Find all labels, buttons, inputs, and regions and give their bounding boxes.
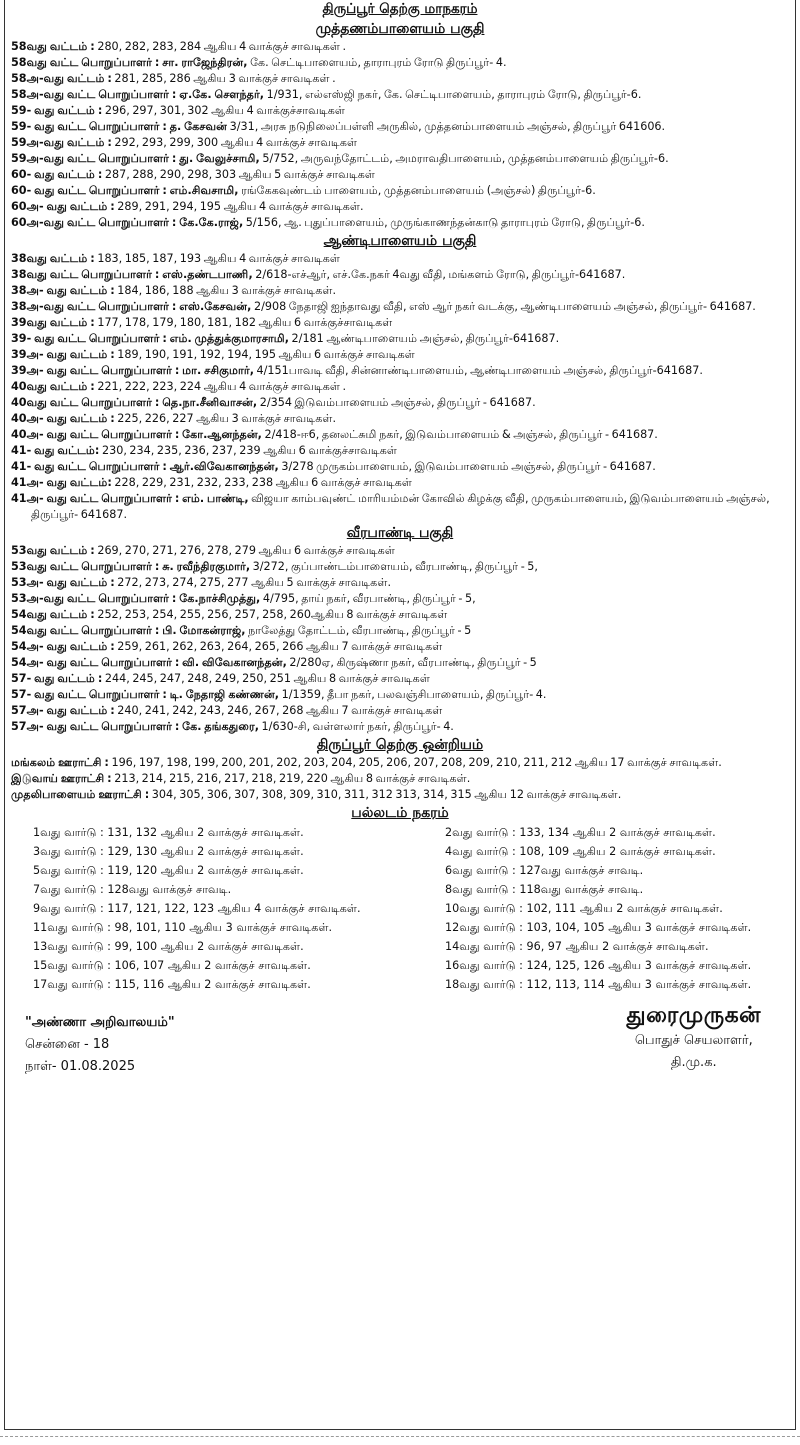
ward-label: 57அ- வது வட்டம் : <box>11 704 115 717</box>
ward-entry <box>5 787 795 803</box>
announcement-document <box>4 0 796 1430</box>
ward-label: 41- வது வட்டம்: <box>11 444 100 457</box>
ward-detail: நாலேத்து தோட்டம், வீரபாண்டி, திருப்பூர் - 5 <box>245 624 472 637</box>
ward-label: 39அ- வது வட்டம் : <box>11 348 115 361</box>
section-heading: முத்தணம்பாளையம் பகுதி <box>315 21 485 37</box>
ward-entry <box>5 331 795 347</box>
ward-detail: ரங்கேகவுண்டம் பாளையம், முத்தனம்பாளையம் (அஞ்சல்) திருப்பூர்-6. <box>238 184 596 197</box>
footer-left <box>25 1012 175 1078</box>
ward-detail: 244, 245, 247, 248, 249, 250, 251 ஆகிய 8 வாக்குச் சாவடிகள் <box>102 672 430 685</box>
ward-entry <box>5 703 795 719</box>
ward-entry <box>5 87 795 103</box>
ward-detail: விஜயா காம்பவுண்ட் மாரியம்மன் கோவில் கிழக்கு வீதி, முருகம்பாளையம், இடுவம்பாளையம் அஞ்சல், திருப்பூர்- 641687. <box>31 492 770 521</box>
ward-entry <box>5 267 795 283</box>
pallad-ward-cell: 11வது வார்டு : 98, 101, 110 ஆகிய 3 வாக்குச் சாவடிகள். <box>33 921 333 934</box>
footer <box>5 1002 795 1088</box>
pallad-ward-cell: 9வது வார்டு : 117, 121, 122, 123 ஆகிய 4 வாக்குச் சாவடிகள். <box>33 902 361 915</box>
ward-entry <box>5 639 795 655</box>
pallad-ward-cell: 4வது வார்டு : 108, 109 ஆகிய 2 வாக்குச் சாவடிகள். <box>445 845 716 858</box>
ward-entry <box>5 363 795 379</box>
ward-detail: 287, 288, 290, 298, 303 ஆகிய 5 வாக்குச் சாவடிகள் <box>102 168 376 181</box>
ward-label: இடுவாய் ஊராட்சி : <box>11 772 112 785</box>
ward-label: 41அ- வது வட்ட பொறுப்பாளர் : எம். பாண்டி, <box>11 492 249 505</box>
ward-entry <box>5 395 795 411</box>
ward-entry <box>5 71 795 87</box>
ward-label: 53வது வட்ட பொறுப்பாளர் : சு. ரவீந்திரகுமார், <box>11 560 251 573</box>
ward-detail: 289, 291, 294, 195 ஆகிய 4 வாக்குச் சாவடிகள். <box>114 200 364 213</box>
ward-entry <box>5 135 795 151</box>
ward-entry <box>5 607 795 623</box>
ward-entry <box>5 283 795 299</box>
ward-label: 58வது வட்ட பொறுப்பாளர் : சா. ராஜேந்திரன், <box>11 56 248 69</box>
pallad-ward-cell: 2வது வார்டு : 133, 134 ஆகிய 2 வாக்குச் சாவடிகள். <box>445 826 716 839</box>
ward-detail: 184, 186, 188 ஆகிய 3 வாக்குச் சாவடிகள். <box>114 284 337 297</box>
pallad-ward-cell: 16வது வார்டு : 124, 125, 126 ஆகிய 3 வாக்குச் சாவடிகள். <box>445 959 752 972</box>
ward-label: 53அ- வது வட்டம் : <box>11 576 115 589</box>
ward-label: 58வது வட்டம் : <box>11 40 95 53</box>
document-title: திருப்பூர் தெற்கு மாநகரம் <box>322 1 478 17</box>
ward-entry <box>5 687 795 703</box>
ward-label: 53அ-வது வட்ட பொறுப்பாளர் : கே.நாச்சிமுத்து, <box>11 592 261 605</box>
signatory-name: துரைமுருகன் <box>626 1003 761 1028</box>
ward-entry <box>5 543 795 559</box>
pallad-ward-cell: 17வது வார்டு : 115, 116 ஆகிய 2 வாக்குச் சாவடிகள். <box>33 978 311 991</box>
ward-entry <box>5 671 795 687</box>
ward-entry <box>5 443 795 459</box>
ward-detail: 221, 222, 223, 224 ஆகிய 4 வாக்குச் சாவடிகள் . <box>94 380 347 393</box>
ward-label: 54அ- வது வட்டம் : <box>11 640 115 653</box>
ward-detail: 304, 305, 306, 307, 308, 309, 310, 311, 312 313, 314, 315 ஆகிய 12 வாக்குச் சாவடிகள். <box>149 788 622 801</box>
ward-detail: 292, 293, 299, 300 ஆகிய 4 வாக்குச் சாவடிகள் <box>111 136 358 149</box>
ward-label: 38வது வட்ட பொறுப்பாளர் : எஸ்.தண்டபாணி, <box>11 268 253 281</box>
ward-entry <box>5 475 795 491</box>
pallad-ward-cell: 10வது வார்டு : 102, 111 ஆகிய 2 வாக்குச் சாவடிகள். <box>445 902 723 915</box>
ward-entry <box>5 491 795 523</box>
ward-label: 38அ-வது வட்ட பொறுப்பாளர் : எஸ்.கேசவன், <box>11 300 252 313</box>
ward-entry <box>5 39 795 55</box>
ward-detail: 196, 197, 198, 199, 200, 201, 202, 203, 204, 205, 206, 207, 208, 209, 210, 211, 212 ஆகிய 17 வாக்குச் சாவடிகள். <box>108 756 722 769</box>
ward-detail: 240, 241, 242, 243, 246, 267, 268 ஆகிய 7 வாக்குச் சாவடிகள் <box>114 704 443 717</box>
pallad-ward-cell: 18வது வார்டு : 112, 113, 114 ஆகிய 3 வாக்குச் சாவடிகள். <box>445 978 752 991</box>
ward-entry <box>5 167 795 183</box>
ward-detail: 259, 261, 262, 263, 264, 265, 266 ஆகிய 7 வாக்குச் சாவடிகள் <box>114 640 443 653</box>
ward-label: 58அ-வது வட்ட பொறுப்பாளர் : ஏ.கே. சௌந்தர், <box>11 88 265 101</box>
ward-label: 59- வது வட்ட பொறுப்பாளர் : த. கேசவன் <box>11 120 228 133</box>
ward-entry <box>5 315 795 331</box>
ward-label: 60- வது வட்ட பொறுப்பாளர் : எம்.சிவசாமி, <box>11 184 239 197</box>
ward-entry <box>5 411 795 427</box>
ward-label: 58அ-வது வட்டம் : <box>11 72 112 85</box>
ward-detail: 183, 185, 187, 193 ஆகிய 4 வாக்குச் சாவடிகள் <box>94 252 341 265</box>
ward-detail: 2/280ஏ, கிருஷ்ணா நகர், வீரபாண்டி, திருப்பூர் - 5 <box>286 656 537 669</box>
section-heading: வீரபாண்டி பகுதி <box>346 525 454 541</box>
ward-detail: 5/156, ஆ. புதுப்பாளையம், முருங்காணந்தன்காடு தாராபுரம் ரோடு, திருப்பூர்-6. <box>243 216 645 229</box>
ward-entry <box>5 119 795 135</box>
ward-label: 60அ- வது வட்டம் : <box>11 200 115 213</box>
ward-detail: 5/752, அருவந்தோட்டம், அமராவதிபாளையம், முத்தனம்பாளையம் திருப்பூர்-6. <box>259 152 669 165</box>
party-name: தி.மு.க. <box>670 1055 717 1070</box>
ward-entry <box>5 771 795 787</box>
pallad-ward-cell: 5வது வார்டு : 119, 120 ஆகிய 2 வாக்குச் சாவடிகள். <box>33 864 304 877</box>
ward-label: 40அ- வது வட்ட பொறுப்பாளர் : கோ.ஆனந்தன், <box>11 428 262 441</box>
pallad-ward-cell: 1வது வார்டு : 131, 132 ஆகிய 2 வாக்குச் சாவடிகள். <box>33 826 304 839</box>
issue-date: நாள்- 01.08.2025 <box>25 1059 136 1074</box>
ward-label: மங்கலம் ஊராட்சி : <box>11 756 109 769</box>
ward-detail: 2/418-ஈ6, தனலட்சுமி நகர், இடுவம்பாளையம் & அஞ்சல், திருப்பூர் - 641687. <box>261 428 658 441</box>
ward-detail: கே. செட்டிபாளையம், தாராபுரம் ரோடு திருப்பூர்- 4. <box>247 56 507 69</box>
ward-detail: 2/354 இடுவம்பாளையம் அஞ்சல், திருப்பூர் - 641687. <box>257 396 536 409</box>
ward-entry <box>5 719 795 735</box>
pallad-ward-cell: 7வது வார்டு : 128வது வாக்குச் சாவடி. <box>33 883 232 896</box>
ward-detail: 4/795, தாய் நகர், வீரபாண்டி, திருப்பூர் - 5, <box>260 592 476 605</box>
ward-label: 41அ- வது வட்டம்: <box>11 476 112 489</box>
ward-detail: 296, 297, 301, 302 ஆகிய 4 வாக்குச்சாவடிகள் <box>102 104 345 117</box>
ward-label: முதலிபாளையம் ஊராட்சி : <box>11 788 150 801</box>
ward-entry <box>5 459 795 475</box>
pallad-ward-cell: 15வது வார்டு : 106, 107 ஆகிய 2 வாக்குச் சாவடிகள். <box>33 959 311 972</box>
ward-entry <box>5 427 795 443</box>
ward-detail: 269, 270, 271, 276, 278, 279 ஆகிய 6 வாக்குச் சாவடிகள் <box>94 544 395 557</box>
pallad-ward-cell: 6வது வார்டு : 127வது வாக்குச் சாவடி. <box>445 864 644 877</box>
ward-label: 57அ- வது வட்ட பொறுப்பாளர் : கே. தங்கதுரை, <box>11 720 259 733</box>
ward-detail: 281, 285, 286 ஆகிய 3 வாக்குச் சாவடிகள் . <box>111 72 336 85</box>
ward-entry <box>5 379 795 395</box>
ward-label: 57- வது வட்டம் : <box>11 672 103 685</box>
office-name: "அண்ணா அறிவாலயம்" <box>25 1015 175 1030</box>
ward-label: 54வது வட்ட பொறுப்பாளர் : பி. மோகன்ராஜ், <box>11 624 246 637</box>
ward-detail: 2/618-எச்ஆர், எச்.கே.நகர் 4வது வீதி, மங்களம் ரோடு, திருப்பூர்-641687. <box>252 268 626 281</box>
pallad-heading: பல்லடம் நகரம் <box>351 805 449 821</box>
ward-entry <box>5 199 795 215</box>
cut-line <box>0 1436 800 1439</box>
ward-label: 40வது வட்ட பொறுப்பாளர் : தெ.நா.சீனிவாசன், <box>11 396 258 409</box>
ward-detail: 4/151பாவடி வீதி, சின்னாண்டிபாளையம், ஆண்டிபாளையம் அஞ்சல், திருப்பூர்-641687. <box>253 364 703 377</box>
ward-entry <box>5 347 795 363</box>
ward-detail: 3/272, குப்பாண்டம்பாளையம், வீரபாண்டி, திருப்பூர் - 5, <box>250 560 538 573</box>
ward-entry <box>5 183 795 199</box>
ward-detail: 2/181 ஆண்டிபாளையம் அஞ்சல், திருப்பூர்-641687. <box>289 332 560 345</box>
ward-entry <box>5 55 795 71</box>
section-heading: திருப்பூர் தெற்கு ஒன்றியம் <box>316 737 484 753</box>
ward-label: 59- வது வட்டம் : <box>11 104 103 117</box>
ward-entry <box>5 623 795 639</box>
ward-entry <box>5 655 795 671</box>
ward-detail: 272, 273, 274, 275, 277 ஆகிய 5 வாக்குச் சாவடிகள். <box>114 576 391 589</box>
pallad-ward-cell: 13வது வார்டு : 99, 100 ஆகிய 2 வாக்குச் சாவடிகள். <box>33 940 304 953</box>
ward-label: 53வது வட்டம் : <box>11 544 95 557</box>
signatory-role: பொதுச் செயலாளர், <box>634 1033 753 1048</box>
ward-label: 39வது வட்டம் : <box>11 316 95 329</box>
ward-label: 59அ-வது வட்ட பொறுப்பாளர் : து. வேலுச்சாமி, <box>11 152 260 165</box>
office-city: சென்னை - 18 <box>25 1037 110 1052</box>
ward-detail: 3/278 முருகம்பாளையம், இடுவம்பாளையம் அஞ்சல், திருப்பூர் - 641687. <box>278 460 656 473</box>
section-heading: ஆண்டிபாளையம் பகுதி <box>323 233 477 249</box>
pallad-ward-grid <box>5 823 795 994</box>
ward-label: 39அ- வது வட்ட பொறுப்பாளர் : மா. சசிகுமார், <box>11 364 254 377</box>
ward-label: 39- வது வட்ட பொறுப்பாளர் : எம். முத்துக்குமாரசாமி, <box>11 332 289 345</box>
ward-label: 41- வது வட்ட பொறுப்பாளர் : ஆர்.விவேகானந்தன், <box>11 460 279 473</box>
ward-detail: 228, 229, 231, 232, 233, 238 ஆகிய 6 வாக்குச் சாவடிகள் <box>111 476 413 489</box>
ward-detail: 1/630-சி, வள்ளலார் நகர், திருப்பூர்- 4. <box>259 720 454 733</box>
ward-entry <box>5 559 795 575</box>
ward-detail: 213, 214, 215, 216, 217, 218, 219, 220 ஆகிய 8 வாக்குச் சாவடிகள். <box>111 772 471 785</box>
pallad-ward-cell: 12வது வார்டு : 103, 104, 105 ஆகிய 3 வாக்குச் சாவடிகள். <box>445 921 752 934</box>
ward-entry <box>5 251 795 267</box>
ward-detail: 230, 234, 235, 236, 237, 239 ஆகிய 6 வாக்குச்சாவடிகள் <box>99 444 398 457</box>
ward-label: 60அ-வது வட்ட பொறுப்பாளர் : கே.கே.ராஜ், <box>11 216 244 229</box>
ward-detail: 3/31, அரசு நடுநிலைப்பள்ளி அருகில், முத்தனம்பாளையம் அஞ்சல், திருப்பூர் 641606. <box>227 120 666 133</box>
ward-detail: 189, 190, 191, 192, 194, 195 ஆகிய 6 வாக்குச் சாவடிகள் <box>114 348 415 361</box>
sections-container <box>5 19 795 803</box>
footer-right <box>627 1002 761 1074</box>
ward-label: 59அ-வது வட்டம் : <box>11 136 112 149</box>
pallad-ward-cell: 3வது வார்டு : 129, 130 ஆகிய 2 வாக்குச் சாவடிகள். <box>33 845 304 858</box>
ward-entry <box>5 103 795 119</box>
ward-entry <box>5 755 795 771</box>
ward-label: 40வது வட்டம் : <box>11 380 95 393</box>
ward-label: 60- வது வட்டம் : <box>11 168 103 181</box>
ward-detail: 225, 226, 227 ஆகிய 3 வாக்குச் சாவடிகள். <box>114 412 337 425</box>
ward-label: 57- வது வட்ட பொறுப்பாளர் : டி. நேதாஜி கண்ணன், <box>11 688 280 701</box>
ward-label: 38வது வட்டம் : <box>11 252 95 265</box>
ward-entry <box>5 215 795 231</box>
ward-entry <box>5 299 795 315</box>
ward-label: 40அ- வது வட்டம் : <box>11 412 115 425</box>
ward-detail: 177, 178, 179, 180, 181, 182 ஆகிய 6 வாக்குச்சாவடிகள் <box>94 316 393 329</box>
pallad-ward-cell: 8வது வார்டு : 118வது வாக்குச் சாவடி. <box>445 883 644 896</box>
ward-entry <box>5 151 795 167</box>
ward-label: 38அ- வது வட்டம் : <box>11 284 115 297</box>
pallad-ward-cell: 14வது வார்டு : 96, 97 ஆகிய 2 வாக்குச் சாவடிகள். <box>445 940 709 953</box>
ward-label: 54அ- வது வட்ட பொறுப்பாளர் : வி. விவேகானந்தன், <box>11 656 287 669</box>
ward-detail: 1/1359, தீபா நகர், பலவஞ்சிபாளையம், திருப்பூர்- 4. <box>279 688 547 701</box>
ward-detail: 1/931, எல்எஸ்ஜி நகர், கே. செட்டிபாளையம், தாராபுரம் ரோடு, திருப்பூர்-6. <box>264 88 642 101</box>
ward-entry <box>5 575 795 591</box>
ward-label: 54வது வட்டம் : <box>11 608 95 621</box>
ward-detail: 252, 253, 254, 255, 256, 257, 258, 260ஆகிய 8 வாக்குச் சாவடிகள் <box>94 608 448 621</box>
ward-detail: 2/908 நேதாஜி ஐந்தாவது வீதி, எஸ் ஆர் நகர் வடக்கு, ஆண்டிபாளையம் அஞ்சல், திருப்பூர்- 641687. <box>251 300 756 313</box>
ward-entry <box>5 591 795 607</box>
ward-detail: 280, 282, 283, 284 ஆகிய 4 வாக்குச் சாவடிகள் . <box>94 40 347 53</box>
